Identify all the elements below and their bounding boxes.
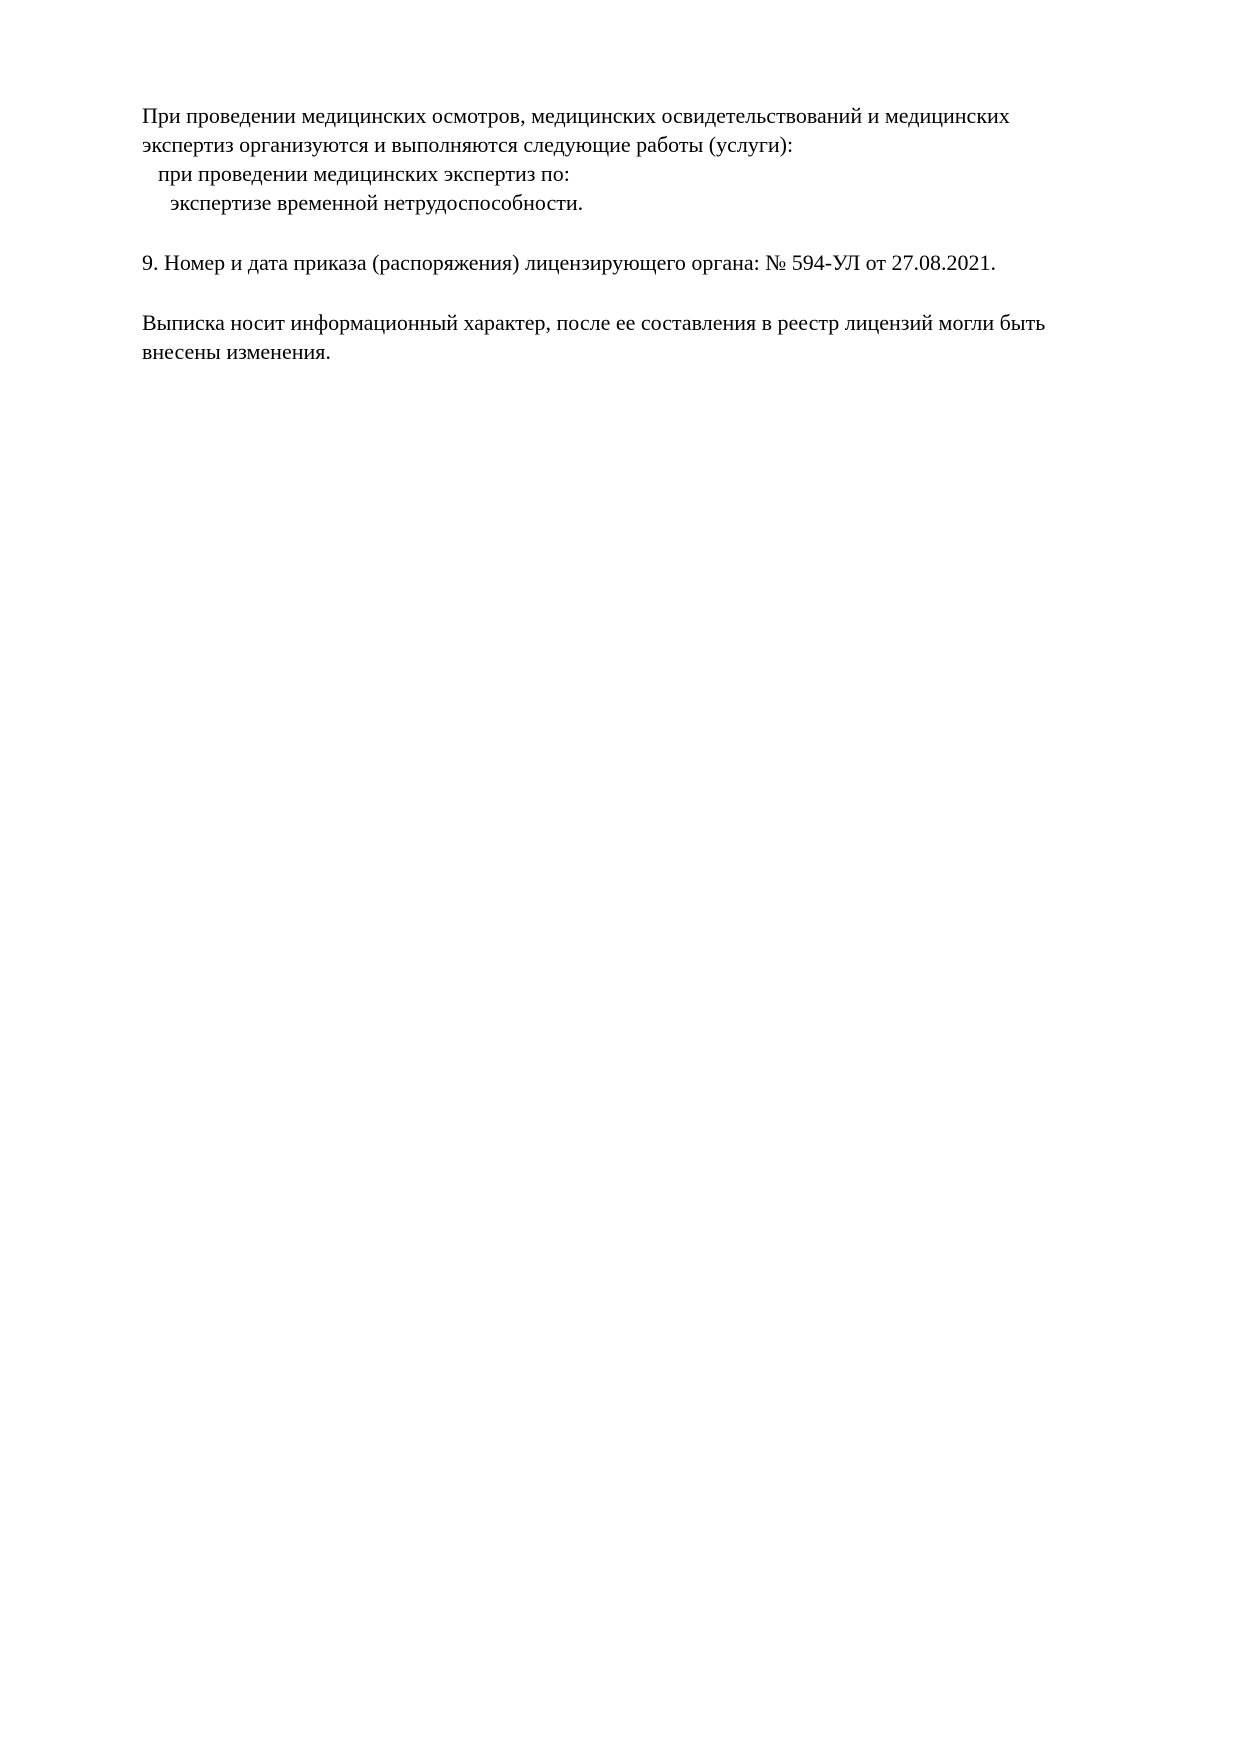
paragraph-medical-works <box>142 101 1154 217</box>
paragraph-disclaimer <box>142 308 1154 366</box>
text-line: экспертиз организуются и выполняются следующие работы (услуги): <box>142 132 794 157</box>
text-line: внесены изменения. <box>142 339 331 364</box>
text-line: Выписка носит информационный характер, после ее составления в реестр лицензий могли быть <box>142 310 1046 335</box>
text-line-order-number: 9. Номер и дата приказа (распоряжения) лицензирующего органа: № 594-УЛ от 27.08.2021. <box>142 250 996 275</box>
text-line-subitem: экспертизе временной нетрудоспособности. <box>170 190 584 215</box>
text-line-subitem: при проведении медицинских экспертиз по: <box>158 161 570 186</box>
text-line: При проведении медицинских осмотров, медицинских освидетельствований и медицинских <box>142 103 1010 128</box>
paragraph-order-number <box>142 248 1154 277</box>
